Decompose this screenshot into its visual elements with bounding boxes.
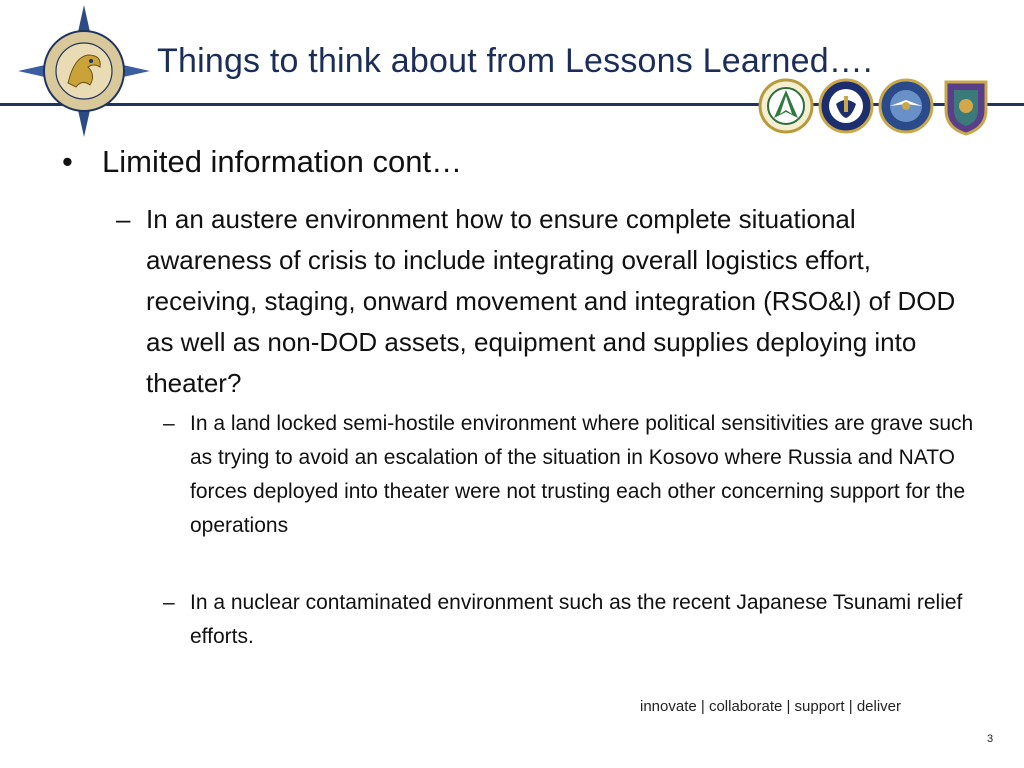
dash-marker: –: [163, 412, 175, 435]
footer-tagline: innovate | collaborate | support | deliver: [640, 698, 902, 715]
page-number: 3: [987, 733, 994, 745]
bullet-text: In a land locked semi-hostile environment where political sensitivities are grave such as trying to avoid an escalation of the situation in Kosovo where Russia and NATO forces deployed into theater were not trusting each other concerning support for the operations: [190, 412, 974, 537]
air-mobility-command-seal-icon: [878, 76, 934, 136]
navy-msc-seal-icon: [818, 76, 874, 136]
army-sddc-seal-icon: [758, 76, 814, 136]
slide-title: Things to think about from Lessons Learned….: [157, 42, 873, 80]
bullet-text: In a nuclear contaminated environment such as the recent Japanese Tsunami relief efforts.: [190, 591, 963, 648]
component-seals: [758, 76, 986, 138]
component-shield-seal-icon: [938, 76, 994, 136]
dash-marker: –: [116, 204, 131, 234]
dash-marker: –: [163, 591, 175, 614]
bullet-text: In an austere environment how to ensure complete situational awareness of crisis to include integrating overall logistics effort, receiving, staging, onward movement and integration (RSO&I) of DOD as well as non-DOD assets, equipment and supplies deploying into theater?: [146, 204, 956, 398]
ustranscom-compass-seal-icon: [18, 5, 150, 137]
bullet-marker: •: [62, 144, 73, 179]
bullet-text: Limited information cont…: [102, 144, 463, 179]
